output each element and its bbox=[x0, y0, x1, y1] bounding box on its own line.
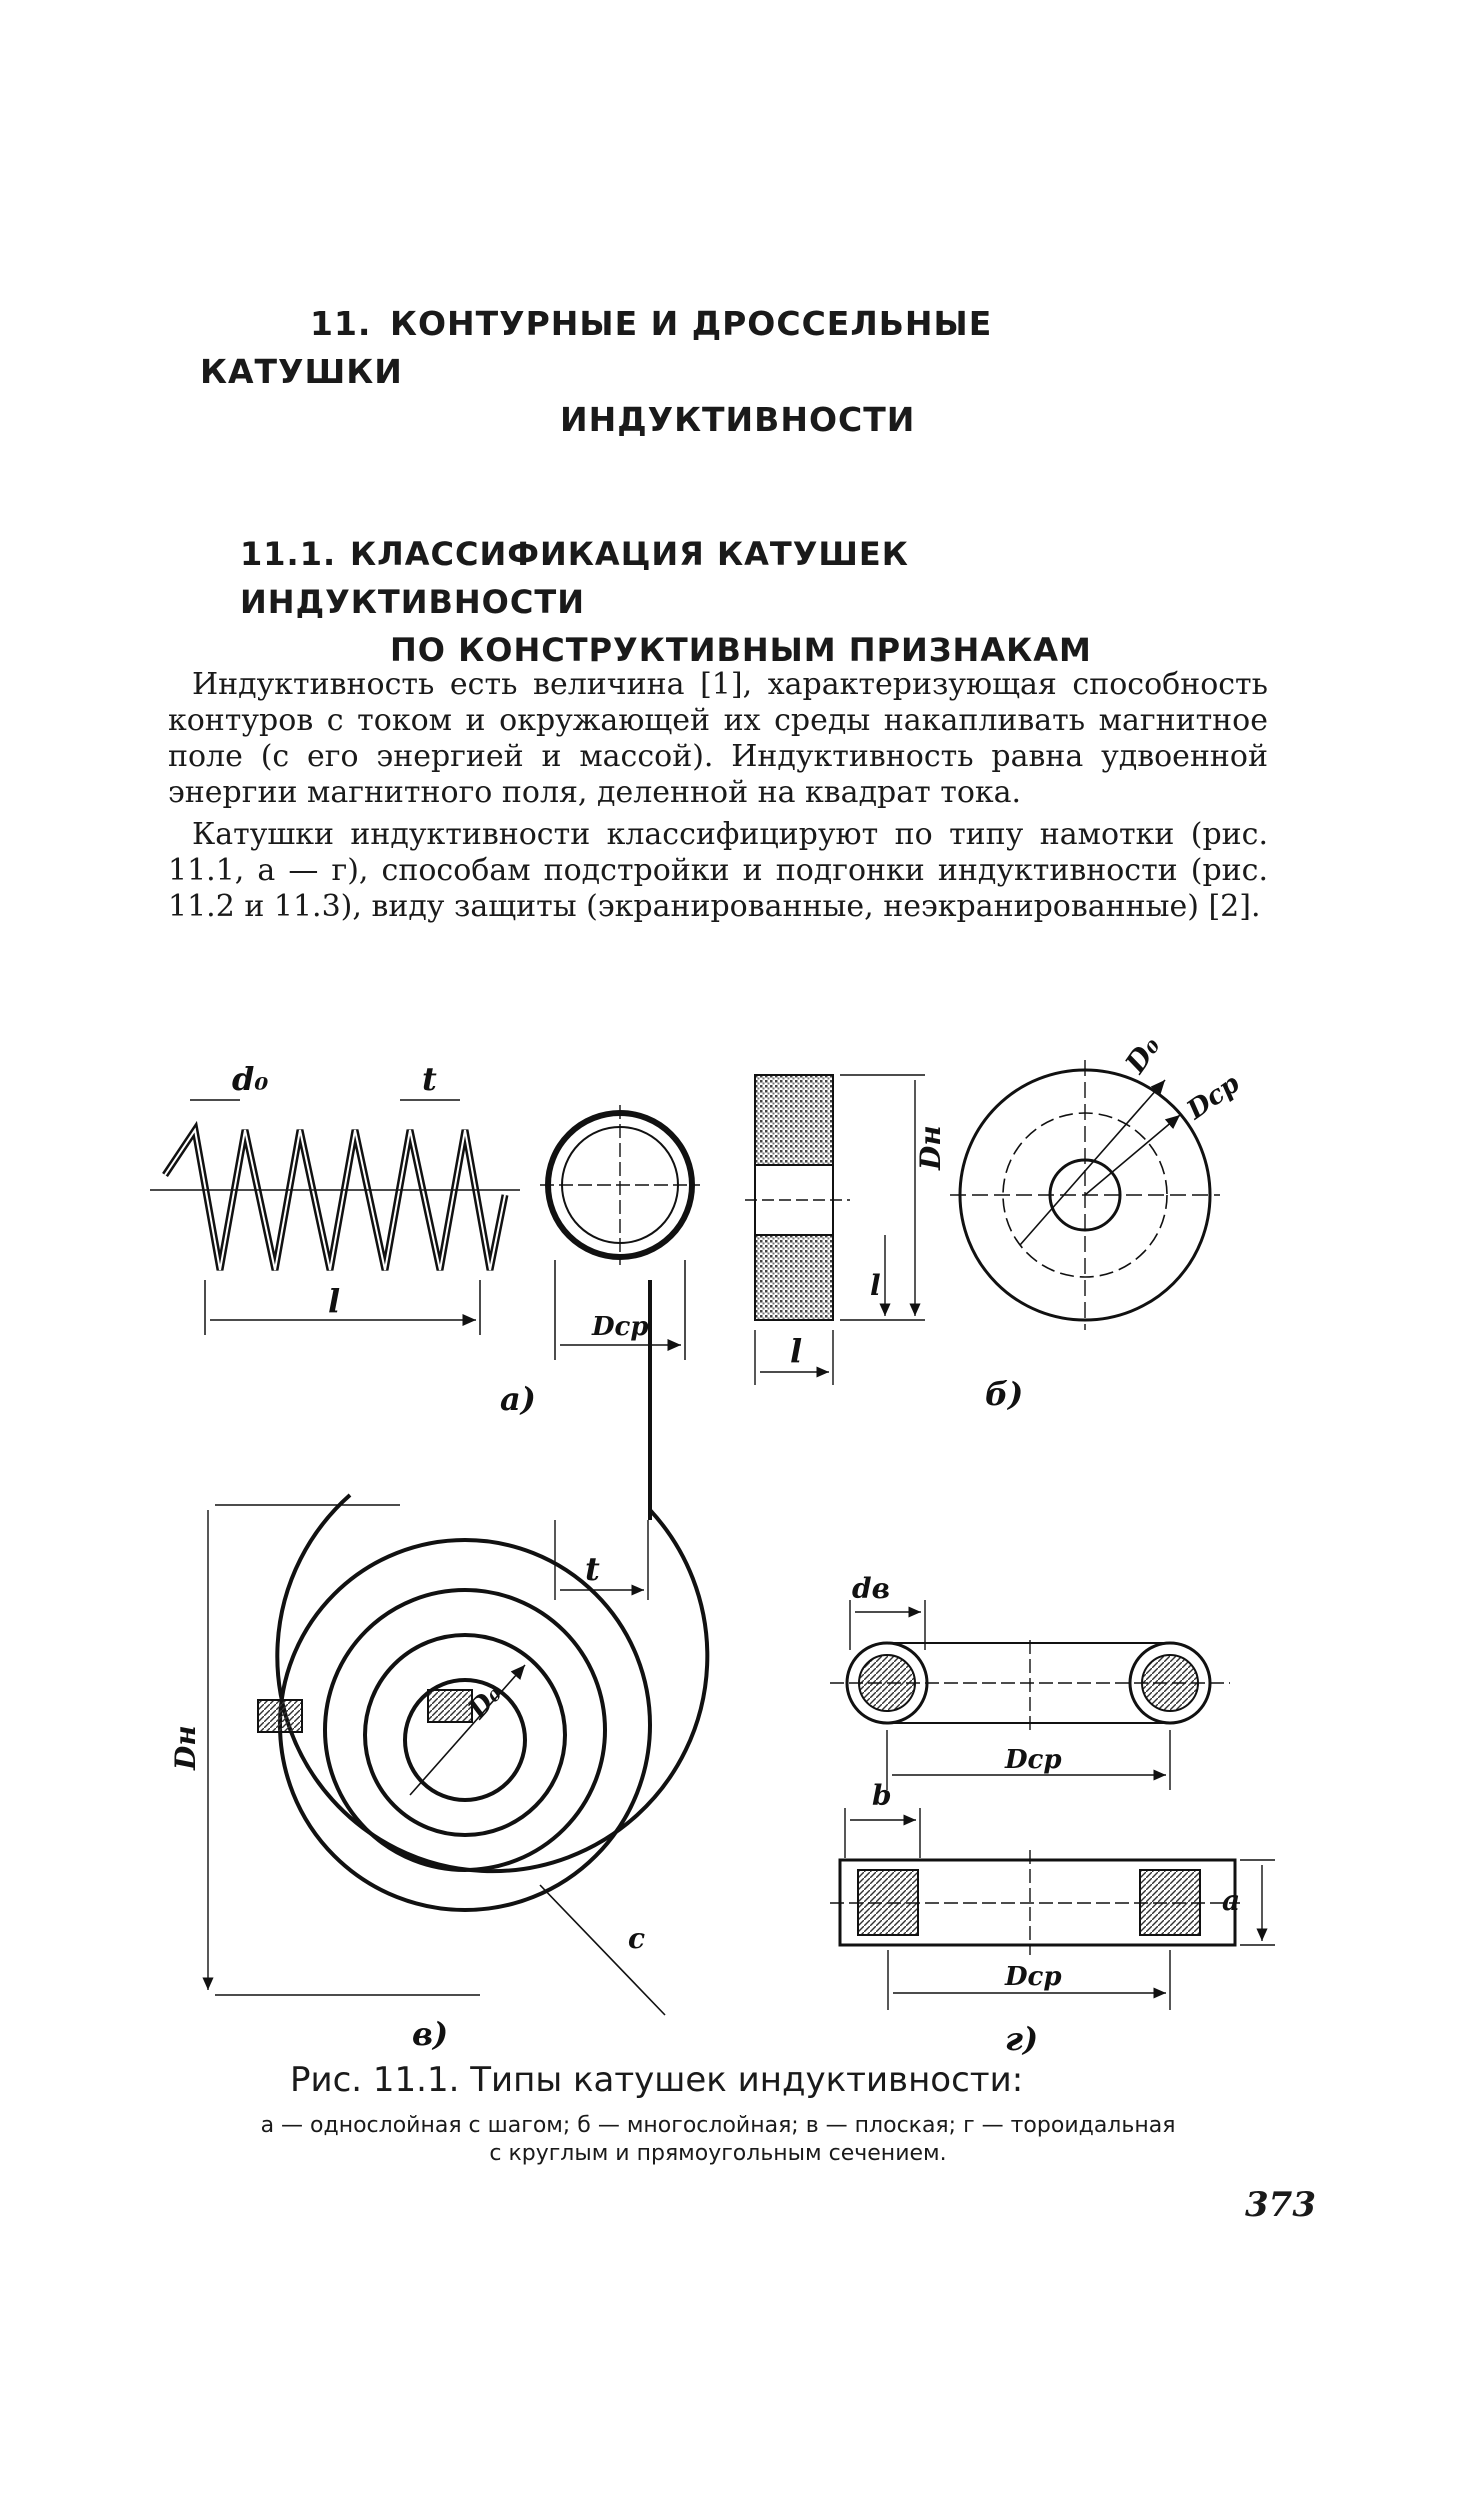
label-l-a: l bbox=[328, 1282, 341, 1320]
label-dcp-g-rect: Dср bbox=[1005, 1962, 1062, 1992]
figure-caption-line1: а — однослойная с шагом; б — многослойная; в — плоская; г — тороидальная bbox=[260, 2113, 1176, 2138]
label-dcp-g-round: Dср bbox=[1005, 1745, 1062, 1775]
figure-caption-title: Рис. 11.1. Типы катушек индуктивности: bbox=[290, 2060, 1024, 2100]
panel-v-flat-spiral-coil bbox=[208, 1280, 707, 2015]
label-panel-g: г) bbox=[1005, 2020, 1039, 2058]
chapter-title-line1: КОНТУРНЫЕ И ДРОССЕЛЬНЫЕ КАТУШКИ bbox=[200, 304, 993, 391]
label-c-v: c bbox=[628, 1922, 646, 1955]
paragraph-classification: Катушки индуктивности классифицируют по типу намотки (рис. 11.1, а — г), способам подстройки и подгонки индуктивности (рис. 11.2 и 11.3), виду защиты (экранированные, неэкранированные) [2]. bbox=[168, 817, 1268, 924]
label-panel-a: а) bbox=[500, 1380, 536, 1418]
paragraph-inductance-definition: Индуктивность есть величина [1], характеризующая способность контуров с током и окружающей их среды накапливать магнитное поле (с его энергией и массой). Индуктивность равна удвоенной энергии магнитного поля, деленной на квадрат тока. bbox=[168, 667, 1268, 810]
label-do-b: D₀ bbox=[1118, 1030, 1167, 1080]
section-title-line1: КЛАССИФИКАЦИЯ КАТУШЕК ИНДУКТИВНОСТИ bbox=[240, 535, 909, 621]
label-dn-b: Dн bbox=[914, 1125, 947, 1170]
section-title-line2: ПО КОНСТРУКТИВНЫМ ПРИЗНАКАМ bbox=[390, 631, 1092, 669]
label-t-a: t bbox=[422, 1060, 437, 1098]
label-db-g: dв bbox=[852, 1572, 890, 1605]
label-l-b-vertical: l bbox=[870, 1269, 881, 1302]
label-d0-a: d₀ bbox=[232, 1060, 269, 1098]
label-dcp-a: Dср bbox=[592, 1312, 649, 1342]
label-b-g: b bbox=[872, 1779, 892, 1812]
label-t-v: t bbox=[585, 1550, 600, 1588]
chapter-number: 11. bbox=[310, 304, 372, 343]
label-dcp-b: Dср bbox=[1181, 1068, 1246, 1126]
label-l-b: l bbox=[790, 1332, 803, 1370]
chapter-title-line2: ИНДУКТИВНОСТИ bbox=[560, 400, 916, 439]
figure-caption-details bbox=[118, 2112, 1318, 2168]
page-number: 373 bbox=[1245, 2185, 1316, 2225]
label-panel-v: в) bbox=[412, 2015, 449, 2053]
section-number: 11.1. bbox=[240, 535, 337, 573]
label-do-v: D₀ bbox=[462, 1679, 508, 1725]
panel-b-multilayer-coil bbox=[745, 1060, 1220, 1385]
label-panel-b: б) bbox=[985, 1375, 1024, 1413]
panel-g-toroidal-coil bbox=[830, 1600, 1275, 2010]
label-a-g: a bbox=[1222, 1884, 1241, 1917]
figure-caption-line2: с круглым и прямоугольным сечением. bbox=[489, 2141, 947, 2166]
label-dn-v: Dн bbox=[169, 1725, 202, 1770]
